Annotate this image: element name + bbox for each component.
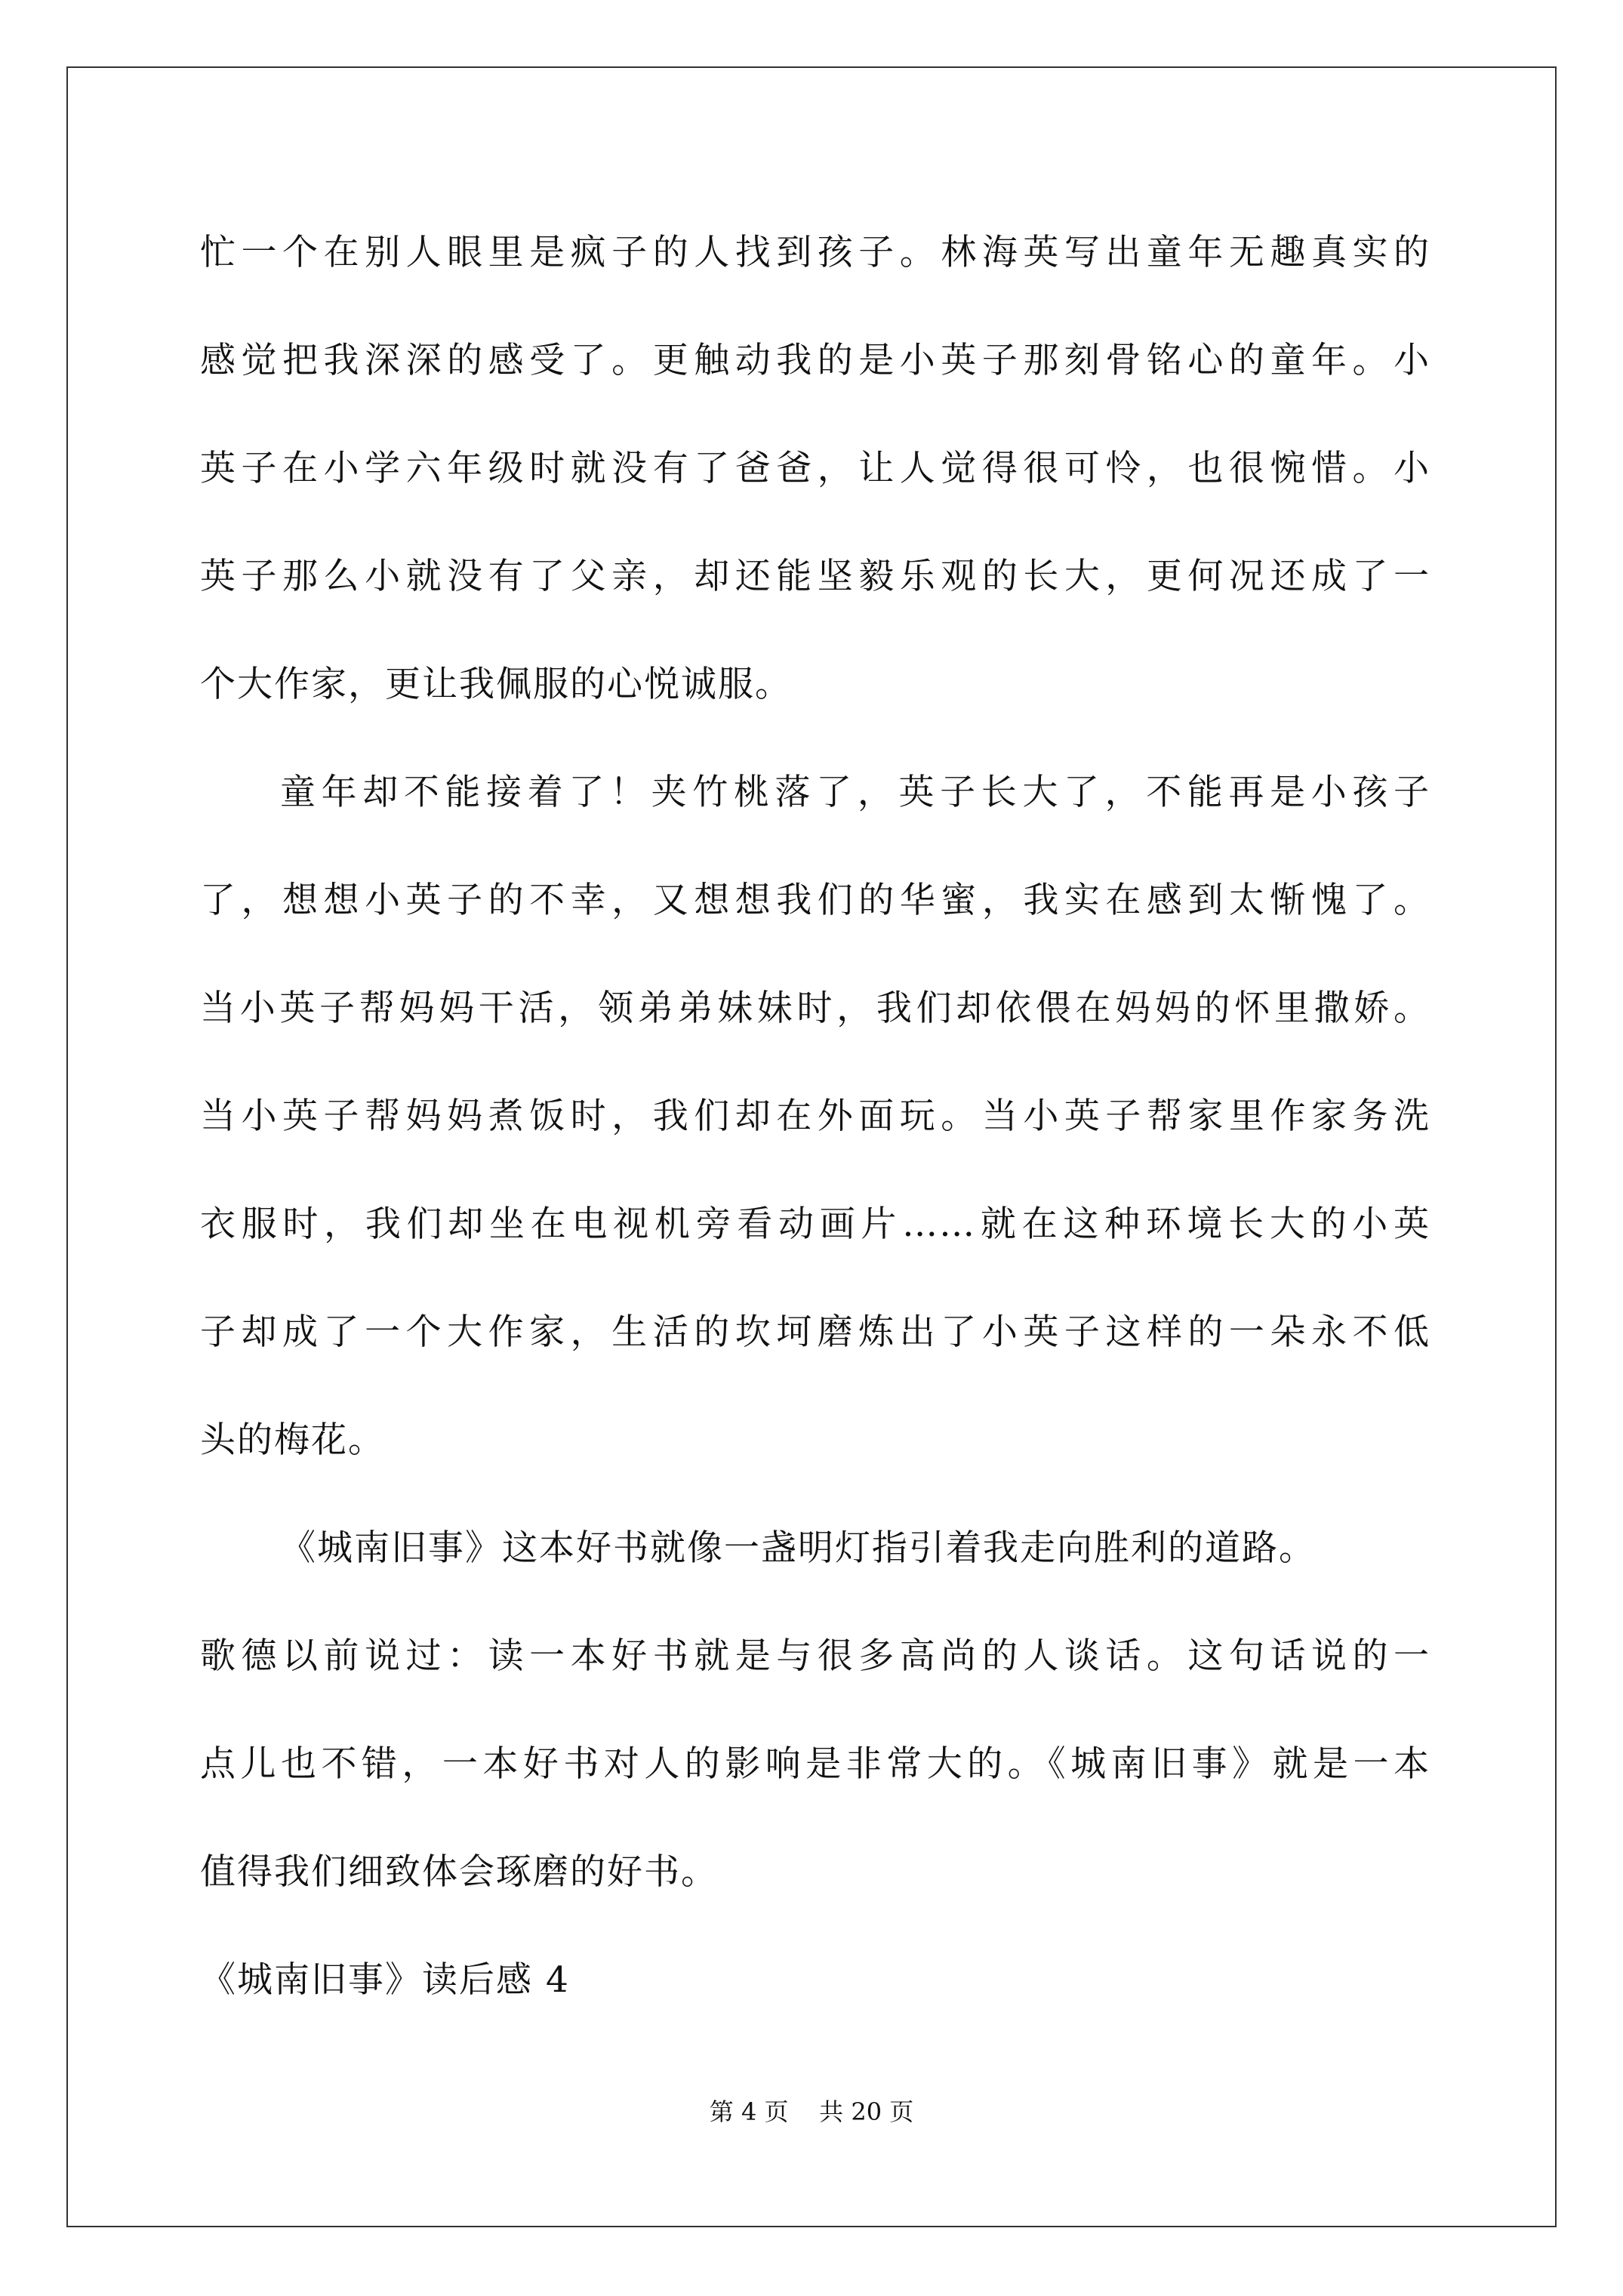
text-line: 值得我们细致体会琢磨的好书。 <box>200 1851 718 1893</box>
text-line: 英子那么小就没有了父亲，却还能坚毅乐观的长大，更何况还成了一 <box>200 556 1431 597</box>
text-line: 歌德以前说过：读一本好书就是与很多高尚的人谈话。这句话说的一 <box>200 1635 1431 1677</box>
paragraph-first-line: 童年却不能接着了！夹竹桃落了，英子长大了，不能再是小孩子 <box>280 772 1431 813</box>
paragraph-first-line: 《城南旧事》这本好书就像一盏明灯指引着我走向胜利的道路。 <box>280 1527 1316 1569</box>
text-line: 忙一个在别人眼里是疯子的人找到孩子。林海英写出童年无趣真实的 <box>200 232 1431 273</box>
text-line: 感觉把我深深的感受了。更触动我的是小英子那刻骨铭心的童年。小 <box>200 340 1431 381</box>
text-line: 头的梅花。 <box>200 1419 385 1461</box>
text-line: 了，想想小英子的不幸，又想想我们的华蜜，我实在感到太惭愧了。 <box>200 880 1431 921</box>
text-line: 当小英子帮妈妈干活，领弟弟妹妹时，我们却依偎在妈妈的怀里撒娇。 <box>200 988 1431 1029</box>
section-heading: 《城南旧事》读后感 4 <box>200 1959 570 2001</box>
text-line: 个大作家，更让我佩服的心悦诚服。 <box>200 664 792 705</box>
page-border <box>66 66 1557 2227</box>
text-line: 点儿也不错，一本好书对人的影响是非常大的。《城南旧事》就是一本 <box>200 1743 1431 1785</box>
text-line: 当小英子帮妈妈煮饭时，我们却在外面玩。当小英子帮家里作家务洗 <box>200 1096 1431 1137</box>
text-line: 衣服时，我们却坐在电视机旁看动画片……就在这种环境长大的小英 <box>200 1203 1431 1245</box>
text-line: 子却成了一个大作家，生活的坎坷磨炼出了小英子这样的一朵永不低 <box>200 1311 1431 1353</box>
page-number-footer: 第 4 页 共 20 页 <box>709 2097 914 2126</box>
text-line: 英子在小学六年级时就没有了爸爸，让人觉得很可怜，也很惋惜。小 <box>200 448 1431 489</box>
